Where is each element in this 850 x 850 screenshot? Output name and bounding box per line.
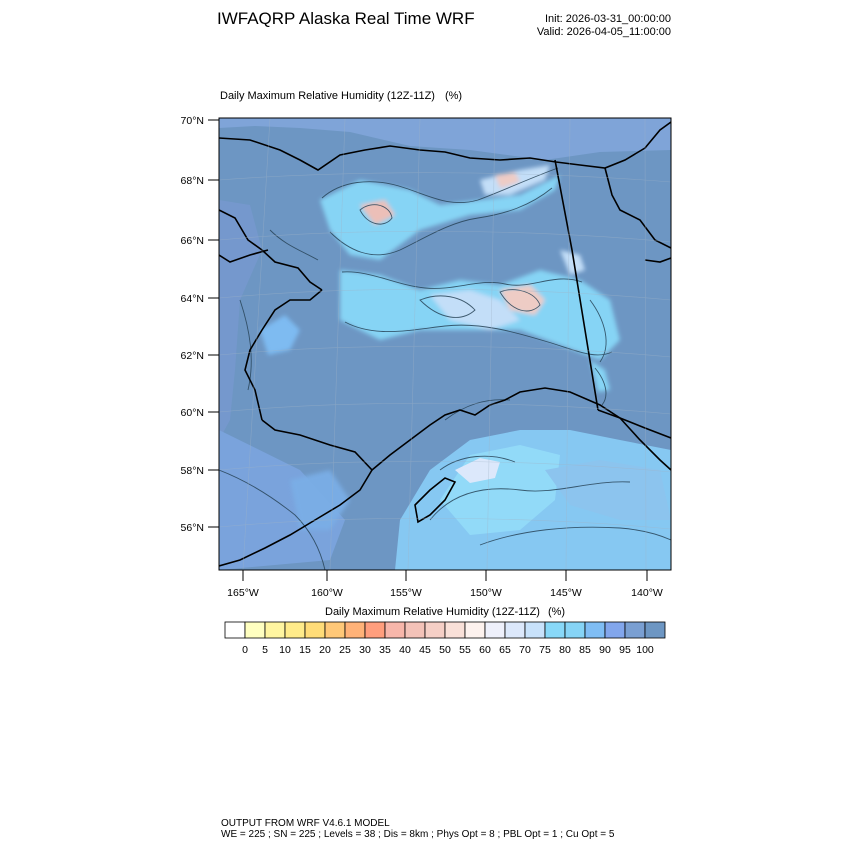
colorbar-labels	[242, 644, 654, 656]
colorbar-label: 75	[539, 644, 551, 656]
colorbar-swatch	[265, 622, 285, 638]
map-field	[219, 118, 671, 570]
colorbar-swatch	[225, 622, 245, 638]
colorbar-label: 90	[599, 644, 611, 656]
colorbar-label: 25	[339, 644, 351, 656]
main-title: IWFAQRP Alaska Real Time WRF	[217, 9, 475, 28]
colorbar-label: 60	[479, 644, 491, 656]
lon-label: 160°W	[311, 587, 343, 599]
colorbar-label: 45	[419, 644, 431, 656]
colorbar-swatch	[425, 622, 445, 638]
colorbar-label: 0	[242, 644, 248, 656]
lat-label: 70°N	[180, 115, 204, 127]
colorbar-swatch	[485, 622, 505, 638]
colorbar-swatch	[385, 622, 405, 638]
colorbar-label: 35	[379, 644, 391, 656]
colorbar-title-text: Daily Maximum Relative Humidity (12Z-11Z)	[325, 606, 540, 618]
lon-label: 145°W	[550, 587, 582, 599]
colorbar-swatch	[365, 622, 385, 638]
colorbar-title	[325, 606, 565, 618]
colorbar-swatch	[325, 622, 345, 638]
colorbar-swatch	[405, 622, 425, 638]
plot-units: (%)	[444, 90, 463, 102]
colorbar-swatch	[625, 622, 645, 638]
lat-label: 64°N	[180, 293, 204, 305]
colorbar-label: 40	[399, 644, 411, 656]
colorbar	[225, 622, 665, 638]
model-info: OUTPUT FROM WRF V4.6.1 MODEL	[221, 818, 390, 829]
plot-title-text: Daily Maximum Relative Humidity (12Z-11Z)	[220, 90, 435, 102]
colorbar-swatch	[345, 622, 365, 638]
lon-label: 140°W	[631, 587, 663, 599]
lon-axis	[227, 570, 663, 599]
colorbar-label: 80	[559, 644, 571, 656]
colorbar-swatch	[545, 622, 565, 638]
lat-axis	[181, 115, 219, 534]
colorbar-label: 5	[262, 644, 268, 656]
colorbar-label: 65	[499, 644, 511, 656]
lat-label: 68°N	[180, 175, 204, 187]
colorbar-swatch	[445, 622, 465, 638]
colorbar-swatch	[285, 622, 305, 638]
colorbar-swatch	[565, 622, 585, 638]
colorbar-label: 50	[439, 644, 451, 656]
colorbar-label: 55	[459, 644, 471, 656]
colorbar-swatch	[305, 622, 325, 638]
model-options: WE = 225 ; SN = 225 ; Levels = 38 ; Dis = 8km ; Phys Opt = 8 ; PBL Opt = 1 ; Cu Opt = 5	[221, 829, 615, 840]
lon-label: 155°W	[390, 587, 422, 599]
colorbar-swatch	[605, 622, 625, 638]
colorbar-label: 30	[359, 644, 371, 656]
lon-label: 150°W	[470, 587, 502, 599]
colorbar-label: 10	[279, 644, 291, 656]
colorbar-label: 70	[519, 644, 531, 656]
colorbar-swatch	[505, 622, 525, 638]
colorbar-swatch	[585, 622, 605, 638]
colorbar-label: 20	[319, 644, 331, 656]
lat-label: 56°N	[180, 522, 204, 534]
lat-label: 58°N	[180, 465, 204, 477]
init-time: Init: 2026-03-31_00:00:00	[545, 13, 671, 25]
colorbar-label: 15	[299, 644, 311, 656]
colorbar-label: 100	[636, 644, 654, 656]
lat-label: 60°N	[180, 407, 204, 419]
valid-time: Valid: 2026-04-05_11:00:00	[536, 26, 671, 38]
colorbar-units: (%)	[547, 606, 566, 618]
lon-label: 165°W	[227, 587, 259, 599]
colorbar-label: 85	[579, 644, 591, 656]
colorbar-swatch	[645, 622, 665, 638]
colorbar-label: 95	[619, 644, 631, 656]
lat-label: 62°N	[180, 350, 204, 362]
colorbar-swatch	[465, 622, 485, 638]
colorbar-swatch	[245, 622, 265, 638]
colorbar-swatch	[525, 622, 545, 638]
lat-label: 66°N	[180, 235, 204, 247]
